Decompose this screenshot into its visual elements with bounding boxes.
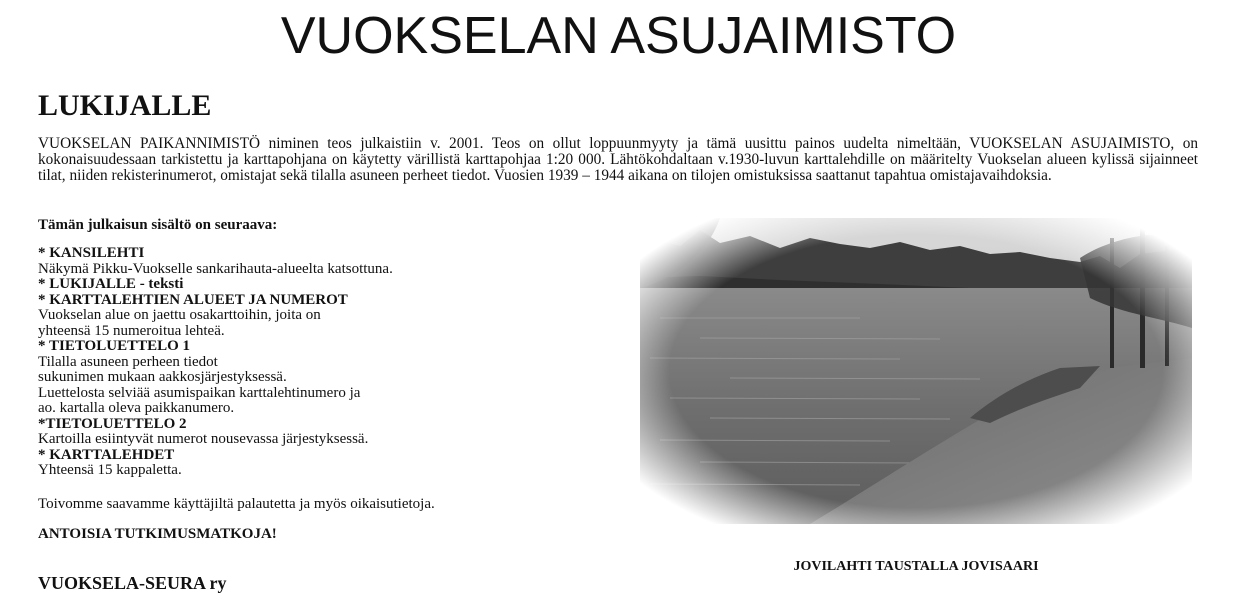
contents-item-title: * TIETOLUETTELO 1 <box>38 338 191 354</box>
contents-item-line: Kartoilla esiintyvät numerot nousevassa järjestyksessä. <box>38 431 369 447</box>
contents-item-line: Tilalla asuneen perheen tiedot <box>38 353 218 370</box>
intro-line: tilojen omistuksissa saattanut tapahtua omistajavaihdoksia. <box>691 167 1052 184</box>
contents-list <box>38 246 598 479</box>
page-title: VUOKSELAN ASUJAIMISTO <box>280 7 957 65</box>
contents-item-line: Yhteensä 15 kappaletta. <box>38 462 182 478</box>
signature: VUOKSELA-SEURA ry <box>38 573 227 593</box>
contents-item-line: yhteensä 15 numeroitua lehteä. <box>38 322 225 339</box>
contents-item-line: Näkymä Pikku-Vuokselle sankarihauta-alueelta katsottuna. <box>38 260 393 277</box>
contents-item-line: ao. kartalla oleva paikkanumero. <box>38 400 235 416</box>
contents-item-title: *TIETOLUETTELO 2 <box>38 415 187 432</box>
contents-item-title: * LUKIJALLE - teksti <box>38 276 184 292</box>
feedback-text: Toivomme saavamme käyttäjiltä palautetta ja myös oikaisutietoja. <box>38 496 435 512</box>
closing-text: ANTOISIA TUTKIMUSMATKOJA! <box>38 526 277 542</box>
contents-heading: Tämän julkaisun sisältö on seuraava: <box>38 217 278 233</box>
contents-item-line: Vuokselan alue on jaettu osakarttoihin, joita on <box>38 307 321 323</box>
contents-item-line: sukunimen mukaan aakkosjärjestyksessä. <box>38 369 287 385</box>
contents-item-line: Luettelosta selviää asumispaikan karttalehtinumero ja <box>38 384 361 401</box>
intro-line: ASUJAIMISTO, on kokonaisuudessaan tarkistettu ja karttapohjana on käytetty värillistä karttapohjaa 1:20 000. Lähtökohdaltaan v.1930-luvun karttalehdille <box>38 135 1198 168</box>
contents-item-title: * KARTTALEHTIEN ALUEET JA NUMEROT <box>38 291 348 308</box>
intro-line: VUOKSELAN PAIKANNIMISTÖ niminen teos julkaistiin v. 2001. Teos on ollut loppuunmyyty ja tämä uusittu painos uudelta nimeltään, VUOKSELAN <box>38 135 1063 152</box>
intro-line: on määritelty Vuokselan alueen kylissä sijainneet tilat, niiden rekisterinumerot, omistajat sekä tilalla asuneen perheet tiedot. Vuosien 1939 – 1944 aikana on <box>38 151 1199 184</box>
contents-item-title: * KARTTALEHDET <box>38 446 175 463</box>
contents-item-title: * KANSILEHTI <box>38 245 145 261</box>
photo-caption: JOVILAHTI TAUSTALLA JOVISAARI <box>793 559 1039 574</box>
intro-paragraph <box>38 136 1198 184</box>
section-heading: LUKIJALLE <box>38 89 212 122</box>
lake-photo <box>640 218 1192 524</box>
